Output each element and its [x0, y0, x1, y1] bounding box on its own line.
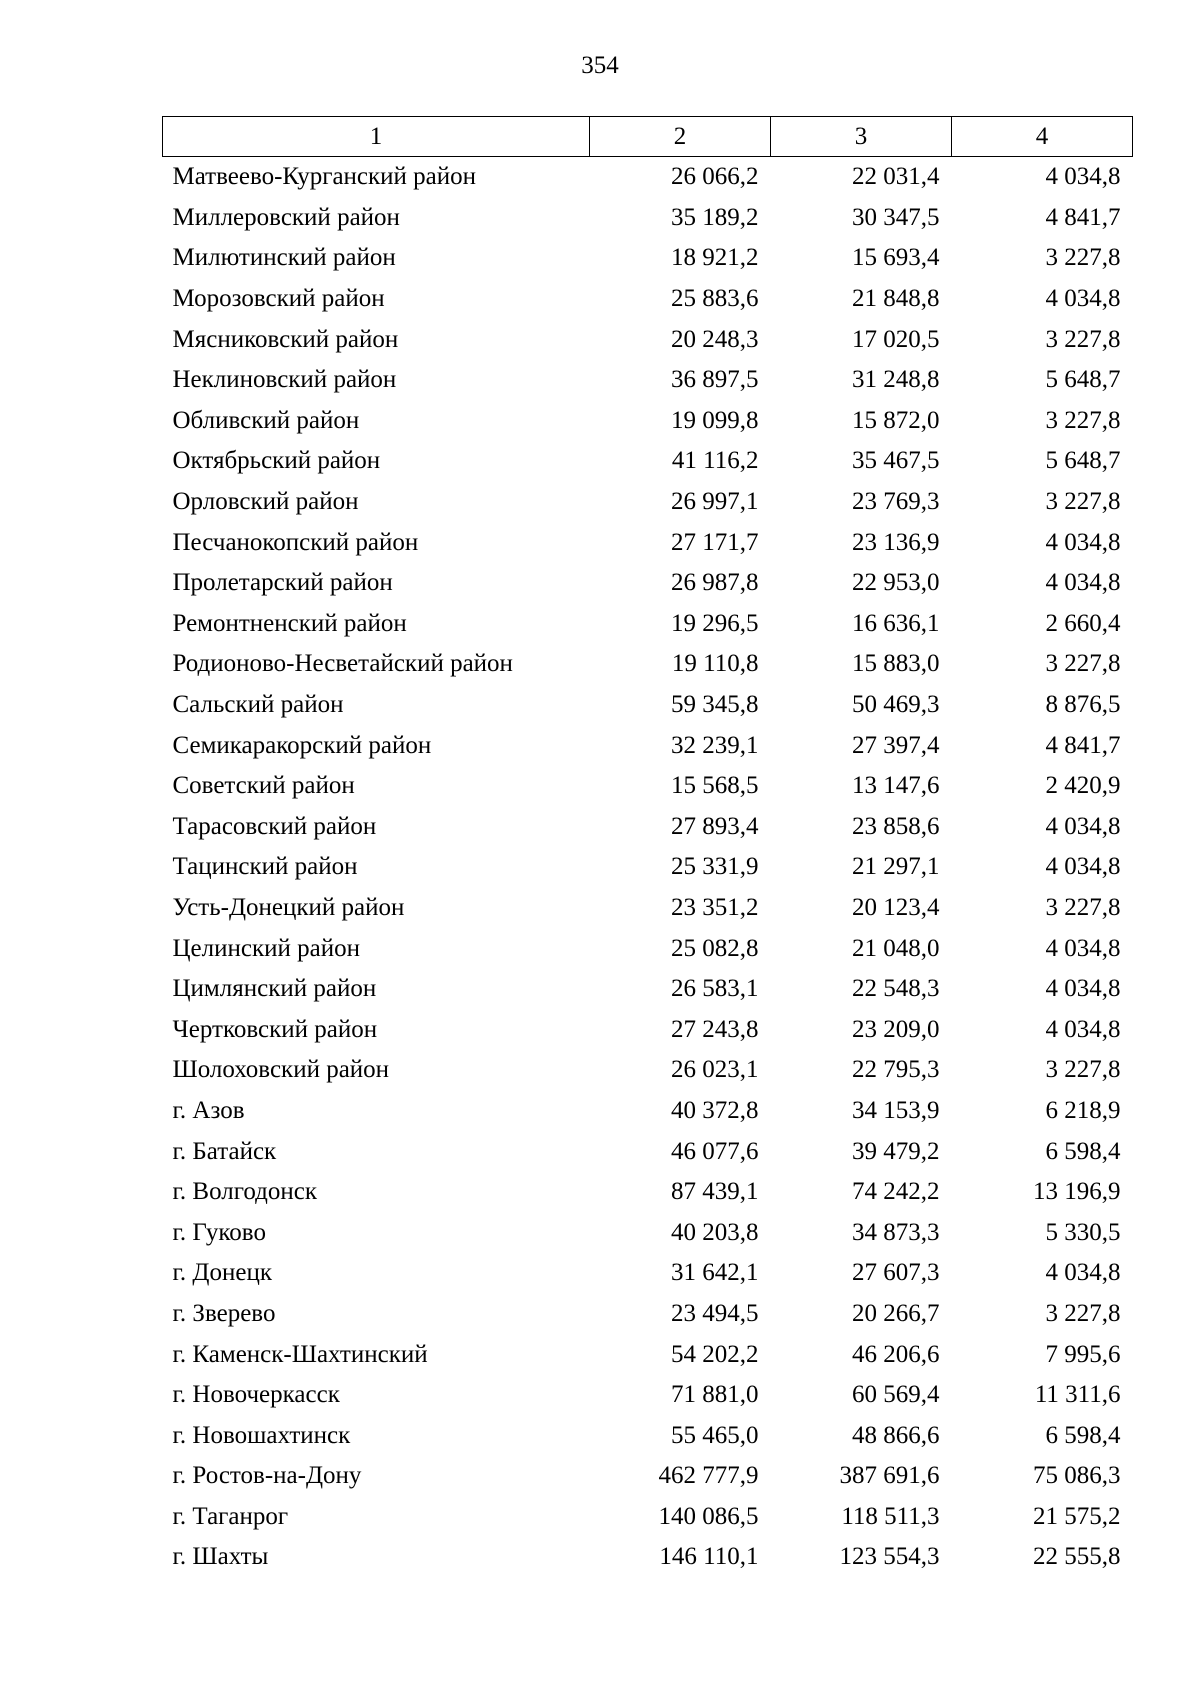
- value-cell-col2: 27 171,7: [671, 528, 759, 556]
- value-cell-col3: 23 209,0: [852, 1015, 940, 1043]
- region-name-cell: Песчанокопский район: [172, 528, 419, 556]
- value-cell-col2: 71 881,0: [671, 1381, 759, 1409]
- value-cell-col2: 40 203,8: [671, 1218, 759, 1246]
- region-name-cell: г. Батайск: [172, 1137, 277, 1165]
- value-cell-col3: 22 548,3: [852, 975, 940, 1003]
- table-row: [163, 1091, 1133, 1132]
- value-cell-col3: 22 953,0: [852, 569, 940, 597]
- region-name-cell: Обливский район: [172, 406, 360, 434]
- region-name-cell: Миллеровский район: [172, 203, 400, 231]
- region-name-cell: г. Шахты: [172, 1543, 269, 1571]
- table-row: [163, 1212, 1133, 1253]
- region-name-cell: г. Новочеркасск: [172, 1381, 340, 1409]
- value-cell-col3: 15 872,0: [852, 406, 940, 434]
- value-cell-col3: 21 297,1: [852, 853, 940, 881]
- value-cell-col2: 55 465,0: [671, 1421, 759, 1449]
- value-cell-col4: 4 034,8: [1045, 163, 1121, 191]
- value-cell-col3: 22 031,4: [852, 163, 940, 191]
- page-number: 354: [581, 52, 619, 79]
- region-name-cell: Пролетарский район: [172, 569, 393, 597]
- value-cell-col4: 4 034,8: [1045, 812, 1121, 840]
- value-cell-col2: 27 893,4: [671, 812, 759, 840]
- table-row: [163, 1415, 1133, 1456]
- region-name-cell: Орловский район: [172, 488, 359, 516]
- region-name-cell: Мясниковский район: [172, 325, 399, 353]
- region-name-cell: г. Донецк: [172, 1259, 272, 1287]
- value-cell-col4: 3 227,8: [1045, 1056, 1121, 1084]
- value-cell-col2: 23 351,2: [671, 893, 759, 921]
- table-row: [163, 360, 1133, 401]
- region-name-cell: Морозовский район: [172, 285, 385, 313]
- region-name-cell: Шолоховский район: [172, 1056, 390, 1084]
- value-cell-col2: 26 023,1: [671, 1056, 759, 1084]
- table-row: [163, 319, 1133, 360]
- value-cell-col2: 59 345,8: [671, 691, 759, 719]
- value-cell-col4: 3 227,8: [1045, 893, 1121, 921]
- value-cell-col3: 20 266,7: [852, 1299, 940, 1327]
- value-cell-col4: 7 995,6: [1045, 1340, 1121, 1368]
- value-cell-col4: 8 876,5: [1045, 691, 1121, 719]
- region-name-cell: г. Гуково: [172, 1218, 266, 1246]
- value-cell-col4: 21 575,2: [1033, 1502, 1121, 1530]
- value-cell-col2: 26 066,2: [671, 163, 759, 191]
- value-cell-col3: 50 469,3: [852, 691, 940, 719]
- value-cell-col2: 26 997,1: [671, 488, 759, 516]
- table-row: [163, 1253, 1133, 1294]
- value-cell-col4: 3 227,8: [1045, 488, 1121, 516]
- value-cell-col3: 23 858,6: [852, 812, 940, 840]
- value-cell-col2: 20 248,3: [671, 325, 759, 353]
- table-row: [163, 1456, 1133, 1497]
- value-cell-col3: 27 607,3: [852, 1259, 940, 1287]
- table-row: [163, 279, 1133, 320]
- value-cell-col4: 4 034,8: [1045, 934, 1121, 962]
- value-cell-col3: 34 153,9: [852, 1096, 940, 1124]
- value-cell-col4: 6 218,9: [1045, 1096, 1121, 1124]
- region-name-cell: Целинский район: [172, 934, 360, 962]
- column-header-4: 4: [952, 117, 1133, 157]
- value-cell-col3: 16 636,1: [852, 609, 940, 637]
- value-cell-col2: 32 239,1: [671, 731, 759, 759]
- column-header-2: 2: [590, 117, 771, 157]
- table-row: [163, 644, 1133, 685]
- region-name-cell: Матвеево-Курганский район: [172, 163, 477, 191]
- value-cell-col2: 462 777,9: [658, 1462, 759, 1490]
- value-cell-col3: 387 691,6: [839, 1462, 940, 1490]
- region-name-cell: Чертковский район: [172, 1015, 378, 1043]
- value-cell-col3: 27 397,4: [852, 731, 940, 759]
- column-header-1: 1: [163, 117, 590, 157]
- value-cell-col4: 3 227,8: [1045, 650, 1121, 678]
- value-cell-col3: 34 873,3: [852, 1218, 940, 1246]
- table-row: [163, 1050, 1133, 1091]
- table-row: [163, 563, 1133, 604]
- value-cell-col2: 26 987,8: [671, 569, 759, 597]
- value-cell-col4: 4 841,7: [1045, 203, 1121, 231]
- region-name-cell: Тарасовский район: [172, 812, 377, 840]
- value-cell-col3: 46 206,6: [852, 1340, 940, 1368]
- value-cell-col2: 23 494,5: [671, 1299, 759, 1327]
- value-cell-col2: 25 082,8: [671, 934, 759, 962]
- value-cell-col3: 39 479,2: [852, 1137, 940, 1165]
- region-name-cell: Семикаракорский район: [172, 731, 432, 759]
- table-row: [163, 482, 1133, 523]
- value-cell-col3: 15 883,0: [852, 650, 940, 678]
- value-cell-col4: 4 034,8: [1045, 569, 1121, 597]
- value-cell-col4: 4 841,7: [1045, 731, 1121, 759]
- table-row: [163, 888, 1133, 929]
- table-row: [163, 685, 1133, 726]
- value-cell-col2: 25 883,6: [671, 285, 759, 313]
- region-name-cell: г. Волгодонск: [172, 1178, 318, 1206]
- value-cell-col3: 123 554,3: [839, 1543, 940, 1571]
- table-row: [163, 522, 1133, 563]
- table-row: [163, 969, 1133, 1010]
- value-cell-col3: 74 242,2: [852, 1178, 940, 1206]
- region-name-cell: г. Новошахтинск: [172, 1421, 351, 1449]
- table-row: [163, 1131, 1133, 1172]
- table-row: [163, 1334, 1133, 1375]
- value-cell-col4: 13 196,9: [1033, 1178, 1121, 1206]
- value-cell-col2: 46 077,6: [671, 1137, 759, 1165]
- value-cell-col3: 20 123,4: [852, 893, 940, 921]
- value-cell-col3: 13 147,6: [852, 772, 940, 800]
- value-cell-col3: 21 848,8: [852, 285, 940, 313]
- value-cell-col4: 5 330,5: [1045, 1218, 1121, 1246]
- value-cell-col4: 75 086,3: [1033, 1462, 1121, 1490]
- value-cell-col2: 19 110,8: [671, 650, 759, 678]
- value-cell-col4: 4 034,8: [1045, 975, 1121, 1003]
- table-row: [163, 1497, 1133, 1538]
- value-cell-col4: 6 598,4: [1045, 1421, 1121, 1449]
- value-cell-col4: 5 648,7: [1045, 366, 1121, 394]
- table-row: [163, 1009, 1133, 1050]
- value-cell-col2: 26 583,1: [671, 975, 759, 1003]
- value-cell-col4: 2 420,9: [1045, 772, 1121, 800]
- region-name-cell: г. Ростов-на-Дону: [172, 1462, 362, 1490]
- value-cell-col2: 19 099,8: [671, 406, 759, 434]
- value-cell-col2: 146 110,1: [659, 1543, 759, 1571]
- value-cell-col4: 4 034,8: [1045, 285, 1121, 313]
- table-row: [163, 928, 1133, 969]
- table-row: [163, 198, 1133, 239]
- value-cell-col3: 30 347,5: [852, 203, 940, 231]
- column-header-3: 3: [771, 117, 952, 157]
- value-cell-col2: 54 202,2: [671, 1340, 759, 1368]
- region-name-cell: г. Азов: [172, 1096, 245, 1124]
- value-cell-col2: 18 921,2: [671, 244, 759, 272]
- table-row: [163, 1172, 1133, 1213]
- region-name-cell: Советский район: [172, 772, 355, 800]
- data-table-container: [162, 116, 1132, 1578]
- table-header: [163, 117, 1133, 157]
- table-row: [163, 441, 1133, 482]
- region-name-cell: Милютинский район: [172, 244, 396, 272]
- value-cell-col4: 2 660,4: [1045, 609, 1121, 637]
- value-cell-col3: 22 795,3: [852, 1056, 940, 1084]
- region-name-cell: г. Зверево: [172, 1299, 276, 1327]
- value-cell-col4: 4 034,8: [1045, 1259, 1121, 1287]
- value-cell-col4: 3 227,8: [1045, 244, 1121, 272]
- value-cell-col2: 31 642,1: [671, 1259, 759, 1287]
- table-body: [163, 157, 1133, 1578]
- value-cell-col4: 3 227,8: [1045, 325, 1121, 353]
- header-row: [163, 117, 1133, 157]
- value-cell-col2: 87 439,1: [671, 1178, 759, 1206]
- value-cell-col3: 17 020,5: [852, 325, 940, 353]
- value-cell-col2: 41 116,2: [671, 447, 759, 475]
- value-cell-col4: 11 311,6: [1034, 1381, 1121, 1409]
- table-row: [163, 1375, 1133, 1416]
- value-cell-col4: 4 034,8: [1045, 853, 1121, 881]
- region-name-cell: г. Каменск-Шахтинский: [172, 1340, 428, 1368]
- table-row: [163, 157, 1133, 198]
- value-cell-col2: 19 296,5: [671, 609, 759, 637]
- value-cell-col2: 36 897,5: [671, 366, 759, 394]
- value-cell-col3: 31 248,8: [852, 366, 940, 394]
- value-cell-col4: 4 034,8: [1045, 528, 1121, 556]
- value-cell-col3: 15 693,4: [852, 244, 940, 272]
- region-name-cell: Усть-Донецкий район: [172, 893, 405, 921]
- table-row: [163, 604, 1133, 645]
- region-name-cell: Октябрьский район: [172, 447, 381, 475]
- value-cell-col3: 23 769,3: [852, 488, 940, 516]
- table-row: [163, 238, 1133, 279]
- table-row: [163, 401, 1133, 442]
- value-cell-col3: 21 048,0: [852, 934, 940, 962]
- value-cell-col2: 15 568,5: [671, 772, 759, 800]
- region-name-cell: Цимлянский район: [172, 975, 377, 1003]
- value-cell-col2: 140 086,5: [658, 1502, 759, 1530]
- value-cell-col3: 35 467,5: [852, 447, 940, 475]
- value-cell-col3: 48 866,6: [852, 1421, 940, 1449]
- region-name-cell: Неклиновский район: [172, 366, 397, 394]
- data-table: [162, 116, 1133, 1578]
- value-cell-col4: 4 034,8: [1045, 1015, 1121, 1043]
- value-cell-col2: 25 331,9: [671, 853, 759, 881]
- value-cell-col3: 60 569,4: [852, 1381, 940, 1409]
- region-name-cell: г. Таганрог: [172, 1502, 289, 1530]
- table-row: [163, 1294, 1133, 1335]
- table-row: [163, 725, 1133, 766]
- table-row: [163, 766, 1133, 807]
- value-cell-col4: 5 648,7: [1045, 447, 1121, 475]
- region-name-cell: Сальский район: [172, 691, 344, 719]
- region-name-cell: Родионово-Несветайский район: [172, 650, 513, 678]
- value-cell-col4: 3 227,8: [1045, 1299, 1121, 1327]
- region-name-cell: Тацинский район: [172, 853, 358, 881]
- value-cell-col2: 27 243,8: [671, 1015, 759, 1043]
- value-cell-col3: 23 136,9: [852, 528, 940, 556]
- value-cell-col4: 3 227,8: [1045, 406, 1121, 434]
- table-row: [163, 1537, 1133, 1578]
- table-row: [163, 807, 1133, 848]
- value-cell-col4: 22 555,8: [1033, 1543, 1121, 1571]
- value-cell-col3: 118 511,3: [841, 1502, 940, 1530]
- value-cell-col4: 6 598,4: [1045, 1137, 1121, 1165]
- region-name-cell: Ремонтненский район: [172, 609, 407, 637]
- value-cell-col2: 40 372,8: [671, 1096, 759, 1124]
- value-cell-col2: 35 189,2: [671, 203, 759, 231]
- table-row: [163, 847, 1133, 888]
